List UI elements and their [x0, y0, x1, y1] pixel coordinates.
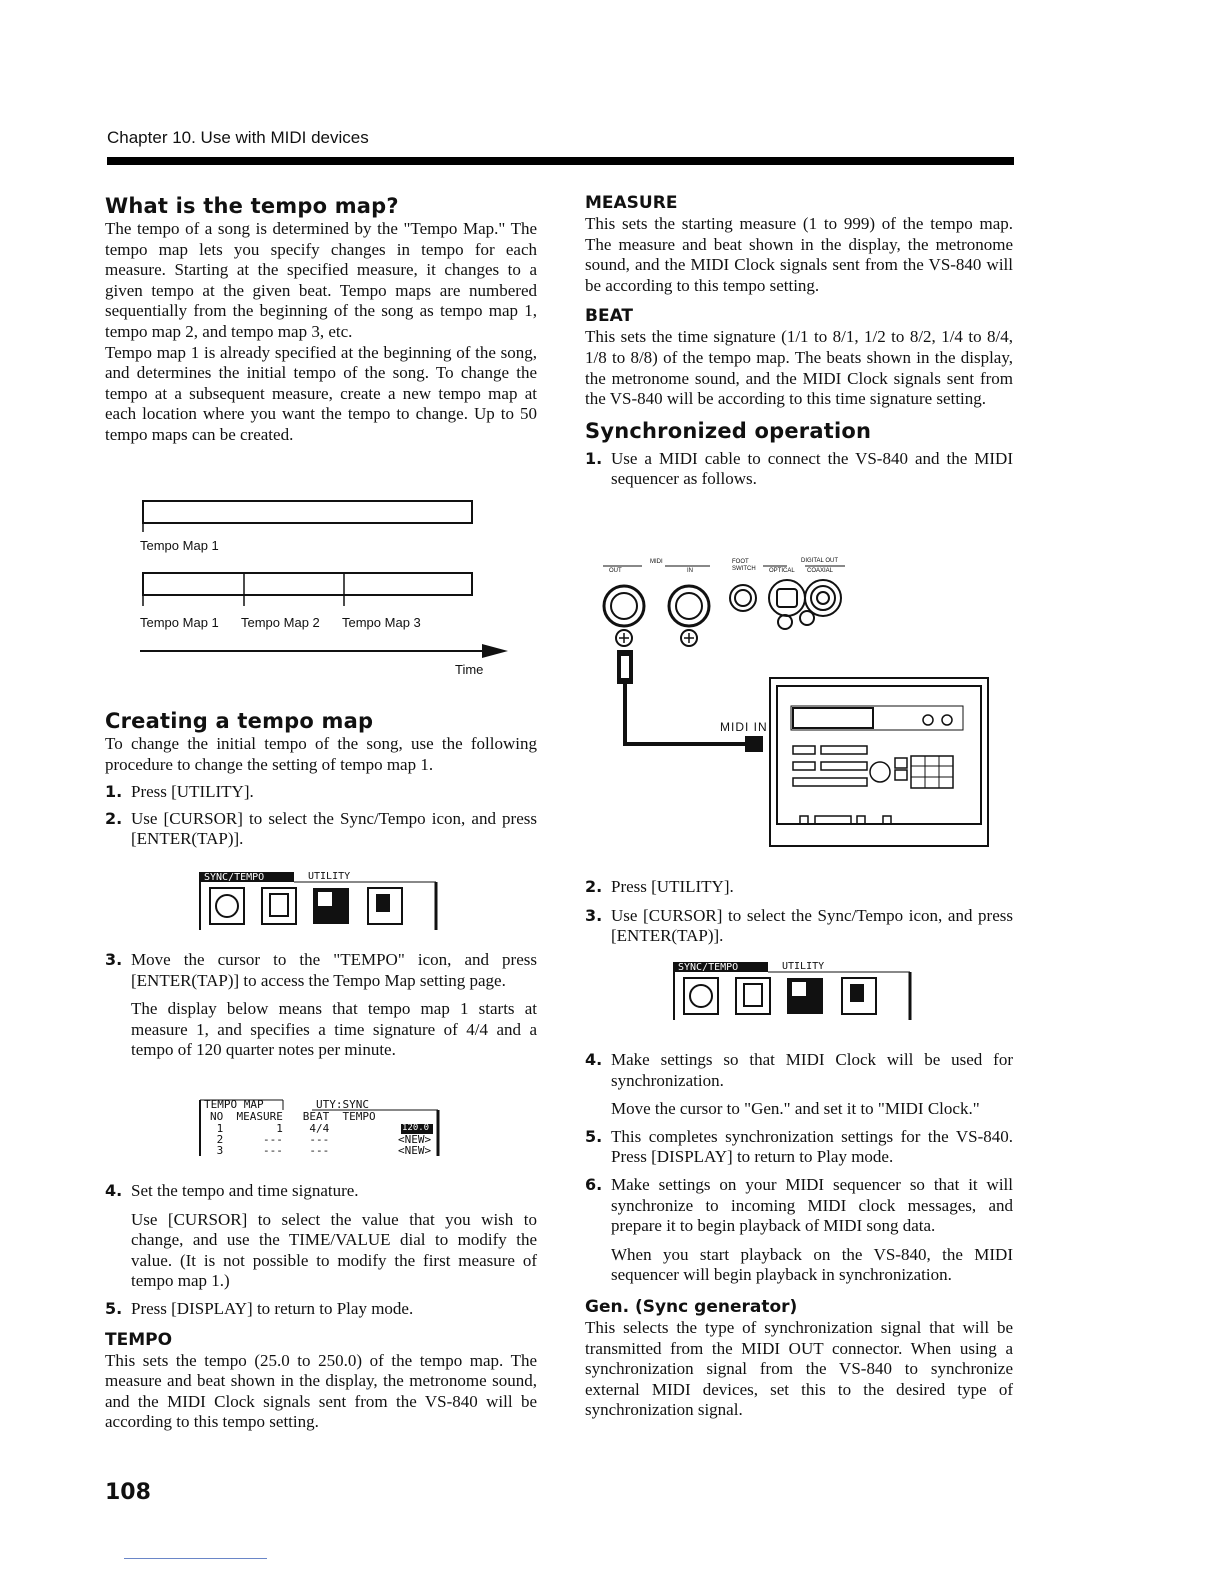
- step-text: Press [UTILITY].: [611, 877, 734, 896]
- right-step-4: [585, 1050, 1013, 1091]
- tempo-lcd-subtitle: UTY:SYNC: [316, 1098, 369, 1111]
- midi-connection-diagram: [595, 558, 995, 848]
- step-4-note: Use [CURSOR] to select the value that you wish to change, and use the TIME/VALUE dial to modify the value. (It is not possible to modify the first measure of tempo map 1.): [131, 1209, 537, 1291]
- tempo-lcd-row-2-tempo: <NEW>: [398, 1133, 432, 1146]
- right-step-5: [585, 1127, 1013, 1168]
- tempo-map-3-label: Tempo Map 3: [342, 615, 421, 630]
- step-number: 2.: [105, 808, 123, 828]
- left-step-1: [105, 782, 537, 803]
- measure-heading: MEASURE: [585, 193, 678, 213]
- tempo-lcd-row-1-tempo[interactable]: 120.0: [402, 1123, 430, 1133]
- right-step-4-note: Move the cursor to "Gen." and set it to "MIDI Clock.": [611, 1099, 980, 1119]
- tempo-lcd-header: NO MEASURE BEAT TEMPO: [210, 1110, 376, 1123]
- tempo-lcd-row-2: 2 --- ---: [210, 1133, 343, 1146]
- left-steps-continued: [105, 950, 537, 1061]
- lcd-tab-sync-tempo: SYNC/TEMPO: [204, 872, 265, 883]
- tempo-heading: TEMPO: [105, 1329, 173, 1350]
- tempo-map-paragraph-1: The tempo of a song is determined by the "Tempo Map." The tempo map lets you specify changes in tempo for each measure. Starting at the specified measure, it changes to a given tempo at the given beat. Tempo maps are numbered sequentially from the beginning of the song as tempo map 1, tempo map 2, and tempo map 3, etc.: [105, 219, 537, 341]
- tempo-lcd-row-3: 3 --- ---: [210, 1144, 343, 1157]
- section-title-synchronized-operation: Synchronized operation: [585, 418, 872, 443]
- tempo-lcd-row-3-tempo: <NEW>: [398, 1144, 432, 1157]
- right-step-3: [585, 906, 1013, 947]
- step-number: 6.: [585, 1174, 603, 1194]
- measure-description: This sets the starting measure (1 to 999) of the tempo map. The measure and beat shown in the display, the metronome sound, and the MIDI Clock signals sent from the VS-840 will be according to this tempo setting.: [585, 214, 1013, 295]
- optical-label: OPTICAL: [769, 568, 795, 574]
- time-axis-label: Time: [455, 662, 484, 677]
- midi-in-port-label: IN: [687, 568, 693, 574]
- beat-description: This sets the time signature (1/1 to 8/1, 1/2 to 8/2, 1/4 to 8/4, 1/8 to 8/8) of the tempo map. The beats shown in the display, the metronome sound, and the MIDI Clock signals sent from the VS-840 will be according to this time signature setting.: [585, 327, 1013, 409]
- foot-switch-label: FOOT SWITCH: [732, 559, 756, 572]
- step-text: Make settings on your MIDI sequencer so that it will synchronize to incoming MIDI clock messages, and prepare it to begin playback of MIDI song data.: [611, 1174, 1013, 1236]
- header-rule: [107, 157, 1014, 165]
- step-number: 3.: [105, 950, 123, 969]
- step-text: Press [DISPLAY] to return to Play mode.: [131, 1298, 414, 1318]
- section-title-creating-tempo-map: Creating a tempo map: [105, 709, 374, 733]
- footer-line: [124, 1558, 267, 1559]
- tempo-map-1-label: Tempo Map 1: [140, 538, 219, 553]
- step-number: 1.: [585, 448, 603, 468]
- left-step-2: [105, 809, 537, 850]
- coaxial-label: COAXIAL: [807, 568, 834, 574]
- right-step-6: [585, 1175, 1013, 1237]
- step-number: 3.: [585, 905, 603, 925]
- lcd-tab-utility-right: UTILITY: [782, 961, 825, 972]
- beat-heading: BEAT: [585, 306, 634, 327]
- utility-lcd-right: [672, 960, 917, 1022]
- step-text: Press [UTILITY].: [131, 782, 254, 802]
- right-step-6-note: When you start playback on the VS-840, the MIDI sequencer will begin playback in synchronization.: [611, 1244, 1013, 1285]
- midi-label: MIDI: [650, 559, 663, 565]
- gen-description: This selects the type of synchronization signal that will be transmitted from the MIDI OUT connector. When using a synchronization signal from the VS-840 to synchronize external MIDI devices, set this to the desired type of synchronization signal.: [585, 1317, 1013, 1420]
- left-column: [105, 192, 537, 446]
- left-step-3: [105, 950, 537, 991]
- step-text: Use [CURSOR] to select the Sync/Tempo icon, and press [ENTER(TAP)].: [611, 905, 1013, 946]
- step-number: 2.: [585, 877, 603, 896]
- utility-lcd-left: [198, 870, 443, 932]
- step-number: 1.: [105, 782, 123, 802]
- tempo-map-1-label-b: Tempo Map 1: [140, 615, 219, 630]
- midi-in-label: MIDI IN: [720, 720, 768, 734]
- step-number: 5.: [585, 1126, 603, 1146]
- gen-heading: Gen. (Sync generator): [585, 1296, 798, 1317]
- left-steps-final: [105, 1181, 537, 1433]
- left-step-4: [105, 1181, 537, 1202]
- step-number: 4.: [105, 1181, 123, 1200]
- step-number: 5.: [105, 1298, 123, 1318]
- tempo-description: This sets the tempo (25.0 to 250.0) of the tempo map. The measure and beat shown in the display, the metronome sound, and the MIDI Clock signals sent from the VS-840 will be according to this tempo setting.: [105, 1350, 537, 1432]
- tempo-map-2-label: Tempo Map 2: [241, 615, 320, 630]
- digital-out-label: DIGITAL OUT: [801, 558, 839, 564]
- midi-connection-graphic: [595, 558, 995, 848]
- step-text: This completes synchronization settings for the VS-840. Press [DISPLAY] to return to Play mode.: [611, 1126, 1013, 1167]
- step-text: Use a MIDI cable to connect the VS-840 and the MIDI sequencer as follows.: [611, 448, 1013, 489]
- creating-intro: To change the initial tempo of the song, use the following procedure to change the setting of tempo map 1.: [105, 734, 537, 774]
- lcd-tab-utility: UTILITY: [308, 871, 351, 882]
- right-step-1: [585, 449, 1013, 490]
- step-text: Move the cursor to the "TEMPO" icon, and press [ENTER(TAP)] to access the Tempo Map setting page.: [131, 950, 537, 990]
- tempo-map-lcd: [198, 1096, 448, 1158]
- creating-tempo-map-section: [105, 708, 537, 850]
- tempo-map-paragraph-2: Tempo map 1 is already specified at the beginning of the song, and determines the initial tempo of the song. To change the tempo at a subsequent measure, create a new tempo map at each location where you want the tempo to change. Up to 50 tempo maps can be created.: [105, 342, 537, 444]
- right-steps-2-3: [585, 877, 1013, 947]
- right-steps-4-6: [585, 1050, 1013, 1421]
- page-number: 108: [105, 1480, 151, 1505]
- step-text: Set the tempo and time signature.: [131, 1181, 359, 1200]
- right-column: [585, 192, 1013, 490]
- step-number: 4.: [585, 1050, 603, 1069]
- left-step-5: [105, 1299, 537, 1320]
- tempo-lcd-title: TEMPO MAP: [204, 1098, 264, 1111]
- right-step-2: [585, 877, 1013, 898]
- tempo-lcd-row-1: 1 1 4/4: [210, 1122, 343, 1135]
- step-text: Make settings so that MIDI Clock will be used for synchronization.: [611, 1050, 1013, 1090]
- section-title-tempo-map: What is the tempo map?: [105, 194, 399, 218]
- chapter-header: Chapter 10. Use with MIDI devices: [107, 128, 369, 147]
- step-text: Use [CURSOR] to select the Sync/Tempo icon, and press [ENTER(TAP)].: [131, 808, 537, 849]
- tempo-map-diagram: [140, 500, 540, 690]
- midi-out-label: OUT: [609, 568, 622, 574]
- lcd-tab-sync-tempo-right: SYNC/TEMPO: [678, 962, 739, 973]
- step-3-note: The display below means that tempo map 1 starts at measure 1, and specifies a time signature of 4/4 and a tempo of 120 quarter notes per minute.: [131, 999, 537, 1060]
